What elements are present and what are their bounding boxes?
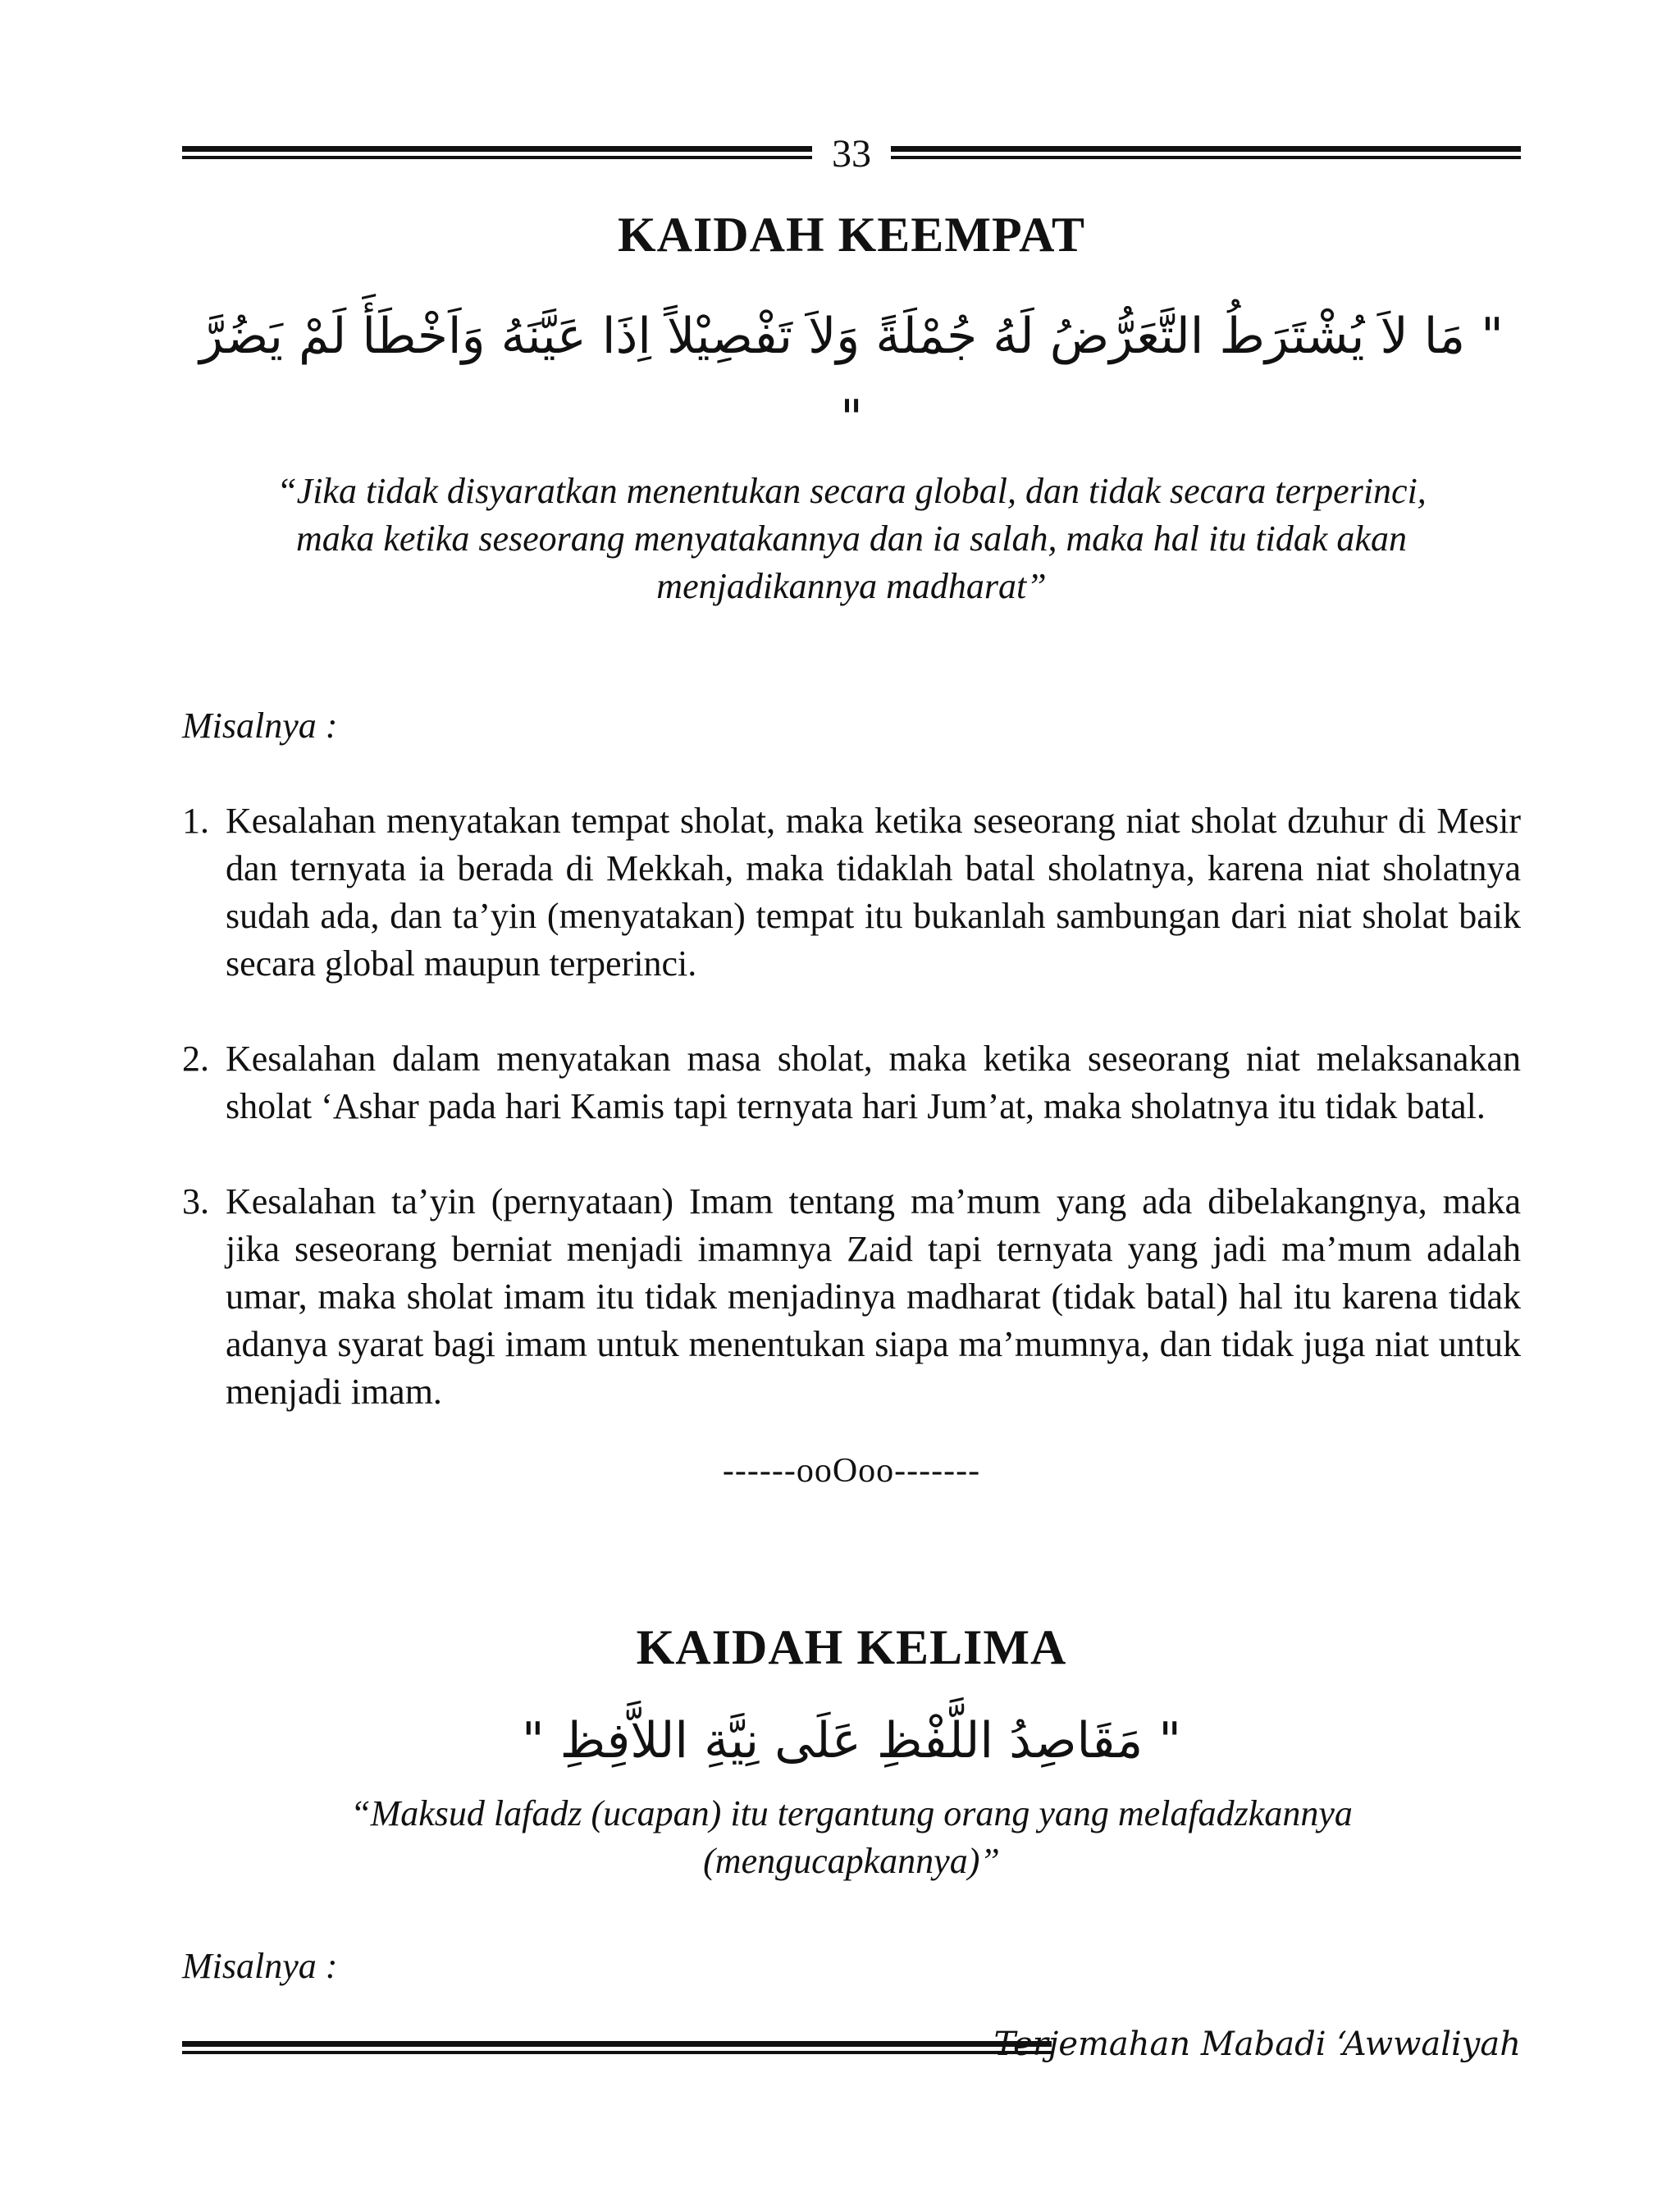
arabic-rule-text: " مَقَاصِدُ اللَّفْظِ عَلَى نِيَّةِ اللاَّفِظِ " xyxy=(522,1712,1181,1769)
header-rule-left xyxy=(182,146,812,166)
rule-translation: “Maksud lafadz (ucapan) itu tergantung orang yang melafadzkannya (mengucapkannya)” xyxy=(350,1793,1353,1881)
list-item-text: Kesalahan menyatakan tempat sholat, maka ketika seseorang niat sholat dzuhur di Mesir dan ternyata ia berada di Mekkah, maka tidaklah batal sholatnya, karena niat sholatnya sudah ada, dan ta’yin (menyatakan) tempat itu bukanlah sambungan dari niat sholat baik secara global maupun terperinci. xyxy=(226,801,1521,984)
list-item xyxy=(182,1178,1521,1416)
section-kaidah-kelima xyxy=(182,1618,1521,1990)
arabic-rule-text: " مَا لاَ يُشْتَرَطُ التَّعَرُّضُ لَهُ جُمْلَةً وَلاَ تَفْصِيْلاً اِذَا عَيَّنَهُ وَاَخْطَأَ لَمْ يَضُرَّ " xyxy=(199,308,1504,447)
page-content xyxy=(182,205,1521,1990)
list-item xyxy=(182,1035,1521,1130)
section-separator: ------ooOoo------- xyxy=(722,1452,981,1490)
header-rule-right xyxy=(891,146,1521,166)
page-header xyxy=(182,132,1521,176)
list-item-number: 3. xyxy=(182,1181,209,1222)
footer-book-title: Terjemahan Mabadi ‘Awwaliyah xyxy=(993,2025,1521,2063)
list-item-text: Kesalahan ta’yin (pernyataan) Imam tentang ma’mum yang ada dibelakangnya, maka jika seseorang berniat menjadi imamnya Zaid tapi ternyata yang jadi ma’mum adalah umar, maka sholat imam itu tidak menjadinya madharat (tidak batal) hal itu karena tidak adanya syarat bagi imam untuk menentukan siapa ma’mumnya, dan tidak juga niat untuk menjadi imam. xyxy=(226,1181,1521,1412)
list-item xyxy=(182,797,1521,988)
section-title: KAIDAH KEEMPAT xyxy=(617,208,1086,262)
example-label: Misalnya : xyxy=(182,1946,338,1986)
footer-rule xyxy=(182,2041,1052,2054)
example-label: Misalnya : xyxy=(182,706,338,746)
page-number: 33 xyxy=(832,132,871,176)
list-item-text: Kesalahan dalam menyatakan masa sholat, maka ketika seseorang niat melaksanakan sholat ‘Ashar pada hari Kamis tapi ternyata hari Jum’at, maka sholatnya itu tidak batal. xyxy=(226,1039,1521,1126)
list-item-number: 2. xyxy=(182,1039,209,1079)
example-list xyxy=(182,797,1521,1416)
list-item-number: 1. xyxy=(182,801,209,841)
rule-translation: “Jika tidak disyaratkan menentukan secara global, dan tidak secara terperinci, maka ketika seseorang menyatakannya dan ia salah, maka hal itu tidak akan menjadikannya madharat” xyxy=(276,471,1427,606)
page-footer xyxy=(182,2018,1521,2067)
section-title: KAIDAH KELIMA xyxy=(636,1620,1067,1674)
section-kaidah-keempat xyxy=(182,205,1521,1495)
